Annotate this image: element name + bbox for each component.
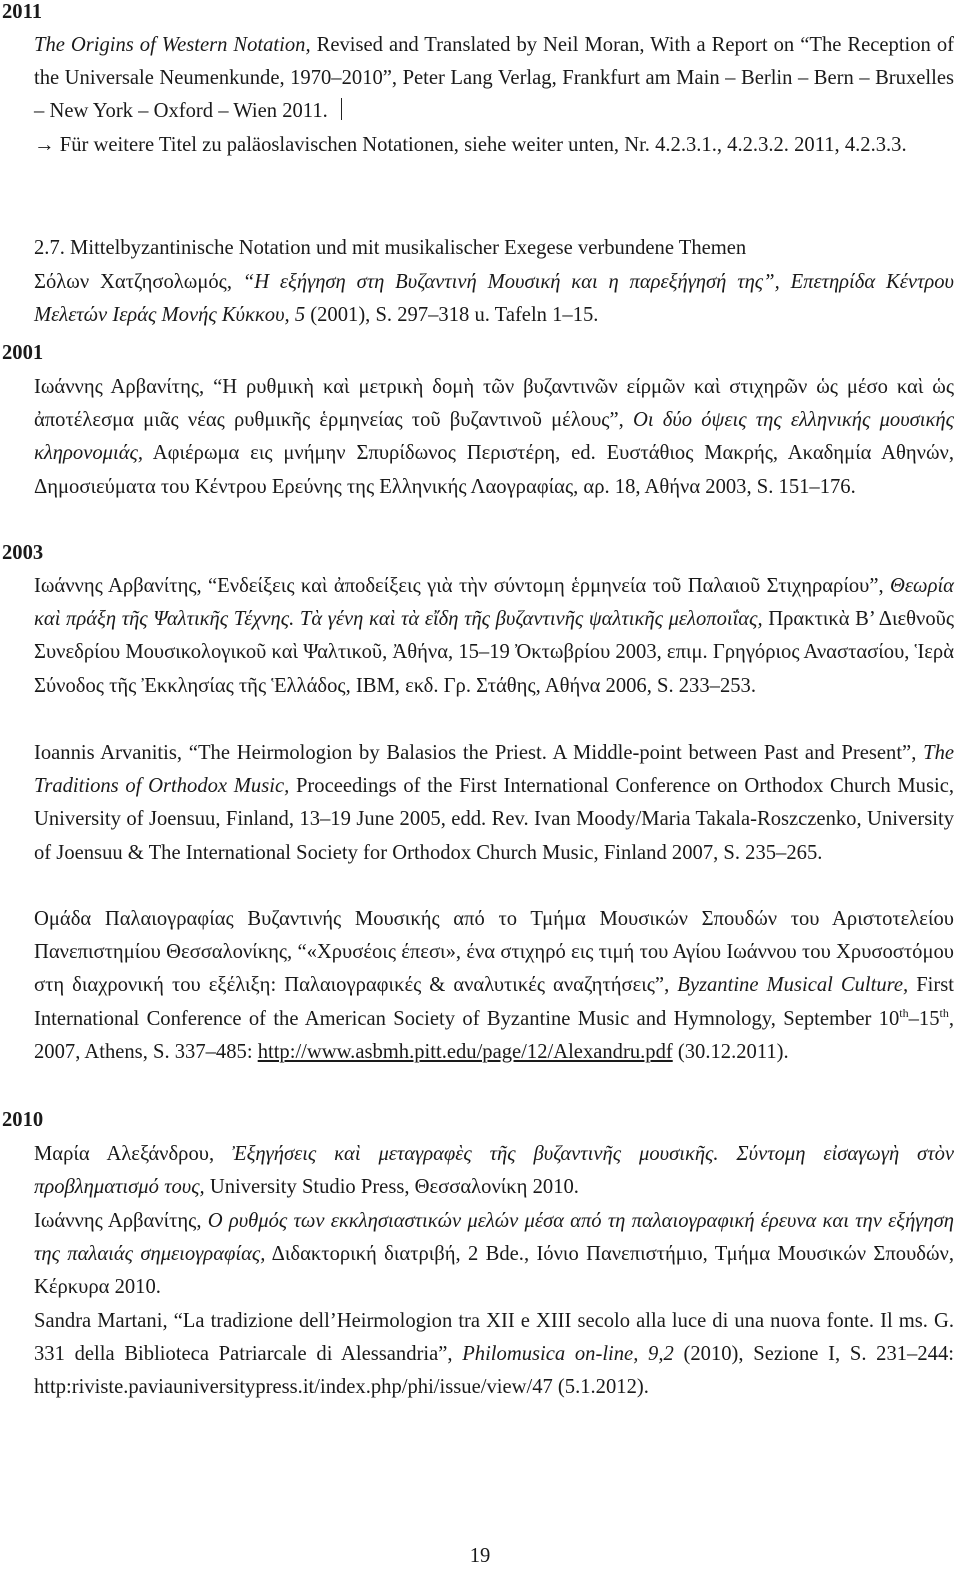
- entry-title: The Traditions of Orthodox Music,: [34, 742, 954, 798]
- year-heading-2011: 2011: [2, 1, 43, 23]
- entry-title: Ἐξηγήσεις καὶ μεταγραφὲς τῆς βυζαντινῆς μουσικῆς. Σύντομη εἰσαγωγὴ στὸν προβληματισμό τους,: [34, 1143, 955, 1199]
- entry-title: Θεωρία καὶ πράξη τῆς Ψαλτικῆς Τέχνης. Τὰ γένη καὶ τὰ εἴδη τῆς βυζαντινῆς ψαλτικῆς μελοποιΐας,: [34, 575, 954, 631]
- separator-bar: [341, 98, 343, 120]
- entry-title: Ο ρυθμός των εκκλησιαστικών μελών μέσα από τη παλαιογραφική έρευνα και την εξήγηση της παλαιάς σημειογραφίας,: [34, 1210, 954, 1266]
- year-heading-2010: 2010: [2, 1109, 44, 1131]
- bibliography-entry: Ιωάννης Αρβανίτης, “Η ρυθμικὴ καὶ μετρικὴ δομὴ τῶν βυζαντινῶν είρμῶν καὶ στιχηρῶν ὡς μέσο καὶ ὡς ἀποτέλεσμα μιᾶς νέας ρυθμικῆς ἑρμηνείας τοῦ βυζαντινοῦ μέλους”, Οι δύο όψεις της ελληνικής μουσικής κληρονομιάς, Αφιέρωμα εις μνήμην Σπυρίδωνος Περιστέρη, ed. Ευστάθιος Μακρής, Ακαδημία Αθηνών, Δημοσιεύματα του Κέντρου Ερεύνης της Ελληνικής Λαογραφίας, αρ. 18, Αθήνα 2003, S. 151–176.: [34, 376, 954, 498]
- arrow-icon: →: [34, 134, 55, 156]
- page-number: 19: [469, 1545, 491, 1567]
- bibliography-entry: Sandra Martani, “La tradizione dell’Heirmologion tra XII e XIII secolo alla luce di una nuova fonte. Il ms. G. 331 della Biblioteca Patriarcale di Alessandria”, Philomusica on-line, 9,2 (2010), Sezione I, S. 231–244: http:riviste.paviauniversitypress.it/index.php/phi/issue/view/47 (5.1.2012).: [34, 1310, 954, 1399]
- entry-title: “Η εξήγηση στη Βυζαντινή Μουσική και η παρεξήγησή της”, Επετηρίδα Κέντρου Μελετών Ιεράς Μονής Κύκκου, 5: [34, 271, 954, 327]
- bibliography-entry: Ομάδα Παλαιογραφίας Βυζαντινής Μουσικής από το Τμήμα Μουσικών Σπουδών του Αριστοτελείου Πανεπιστημίου Θεσσαλονίκης, “«Χρυσέοις έπεσι», ένα στιχηρό εις τιμή του Αγίου Ιωάννου του Χρυσοστόμου στη διαχρονική του εξέλιξη: Παλαιογραφικές & αναλυτικές αναζητήσεις”, Byzantine Musical Culture, First International Conference of the American Society of Byzantine Music and Hymnology, September 10th–15th, 2007, Athens, S. 337–485: http://www.asbmh.pitt.edu/page/12/Alexandru.pdf (30.12.2011).: [34, 908, 955, 1063]
- cross-reference-entry: → Für weitere Titel zu paläoslavischen Notationen, siehe weiter unten, Nr. 4.2.3.1., 4.2.3.2. 2011, 4.2.3.3.: [34, 134, 907, 156]
- entry-title: Byzantine Musical Culture,: [677, 974, 909, 997]
- section-heading: 2.7. Mittelbyzantinische Notation und mit musikalischer Exegese verbundene Themen: [34, 237, 747, 259]
- bibliography-entry: The Origins of Western Notation, Revised and Translated by Neil Moran, With a Report on “The Reception of the Universale Neumenkunde, 1970–2010”, Peter Lang Verlag, Frankfurt am Main – Berlin – Bern – Bruxelles – New York – Oxford – Wien 2011.: [34, 34, 954, 123]
- bibliography-entry: Ιωάννης Αρβανίτης, “Ενδείξεις καὶ ἀποδείξεις γιὰ τὴν σύντομη ἑρμηνεία τοῦ Παλαιοῦ Στιχηραρίου”, Θεωρία καὶ πράξη τῆς Ψαλτικῆς Τέχνης. Τὰ γένη καὶ τὰ εἴδη τῆς βυζαντινῆς ψαλτικῆς μελοποιΐας, Πρακτικὰ Β’ Διεθνοῦς Συνεδρίου Μουσικολογικοῦ καὶ Ψαλτικοῦ, Ἀθήνα, 15–19 Ὀκτωβρίου 2003, επιμ. Γρηγόριος Αναστασίου, Ἱερὰ Σύνοδος τῆς Ἐκκλησίας τῆς Ἑλλάδος, IBM, εκδ. Γρ. Στάθης, Αθήνα 2006, S. 233–253.: [34, 575, 954, 697]
- year-heading-2003: 2003: [2, 542, 44, 564]
- bibliography-entry: Μαρία Αλεξάνδρου, Ἐξηγήσεις καὶ μεταγραφὲς τῆς βυζαντινῆς μουσικῆς. Σύντομη εἰσαγωγὴ στὸν προβληματισμό τους, University Studio Press, Θεσσαλονίκη 2010.: [34, 1143, 955, 1199]
- pdf-link[interactable]: http://www.asbmh.pitt.edu/page/12/Alexandru.pdf: [257, 1040, 673, 1063]
- year-heading-2001: 2001: [2, 342, 44, 364]
- entry-title: Οι δύο όψεις της ελληνικής μουσικής κληρονομιάς,: [34, 409, 954, 465]
- entry-title: The Origins of Western Notation,: [34, 34, 311, 56]
- bibliography-entry: Σόλων Χατζησολωμός, “Η εξήγηση στη Βυζαντινή Μουσική και η παρεξήγησή της”, Επετηρίδα Κέντρου Μελετών Ιεράς Μονής Κύκκου, 5 (2001), S. 297–318 u. Tafeln 1–15.: [34, 271, 954, 327]
- entry-title: Philomusica on-line, 9,2: [462, 1343, 674, 1366]
- bibliography-entry: Ioannis Arvanitis, “The Heirmologion by Balasios the Priest. A Middle-point between Past and Present”, The Traditions of Orthodox Music, Proceedings of the First International Conference on Orthodox Church Music, University of Joensuu, Finland, 13–19 June 2005, edd. Rev. Ivan Moody/Maria Takala-Roszczenko, University of Joensuu & The International Society for Orthodox Church Music, Finland 2007, S. 235–265.: [34, 742, 954, 864]
- bibliography-entry: Ιωάννης Αρβανίτης, Ο ρυθμός των εκκλησιαστικών μελών μέσα από τη παλαιογραφική έρευνα και την εξήγηση της παλαιάς σημειογραφίας, Διδακτορική διατριβή, 2 Bde., Ιόνιο Πανεπιστήμιο, Τμήμα Μουσικών Σπουδών, Κέρκυρα 2010.: [34, 1210, 954, 1299]
